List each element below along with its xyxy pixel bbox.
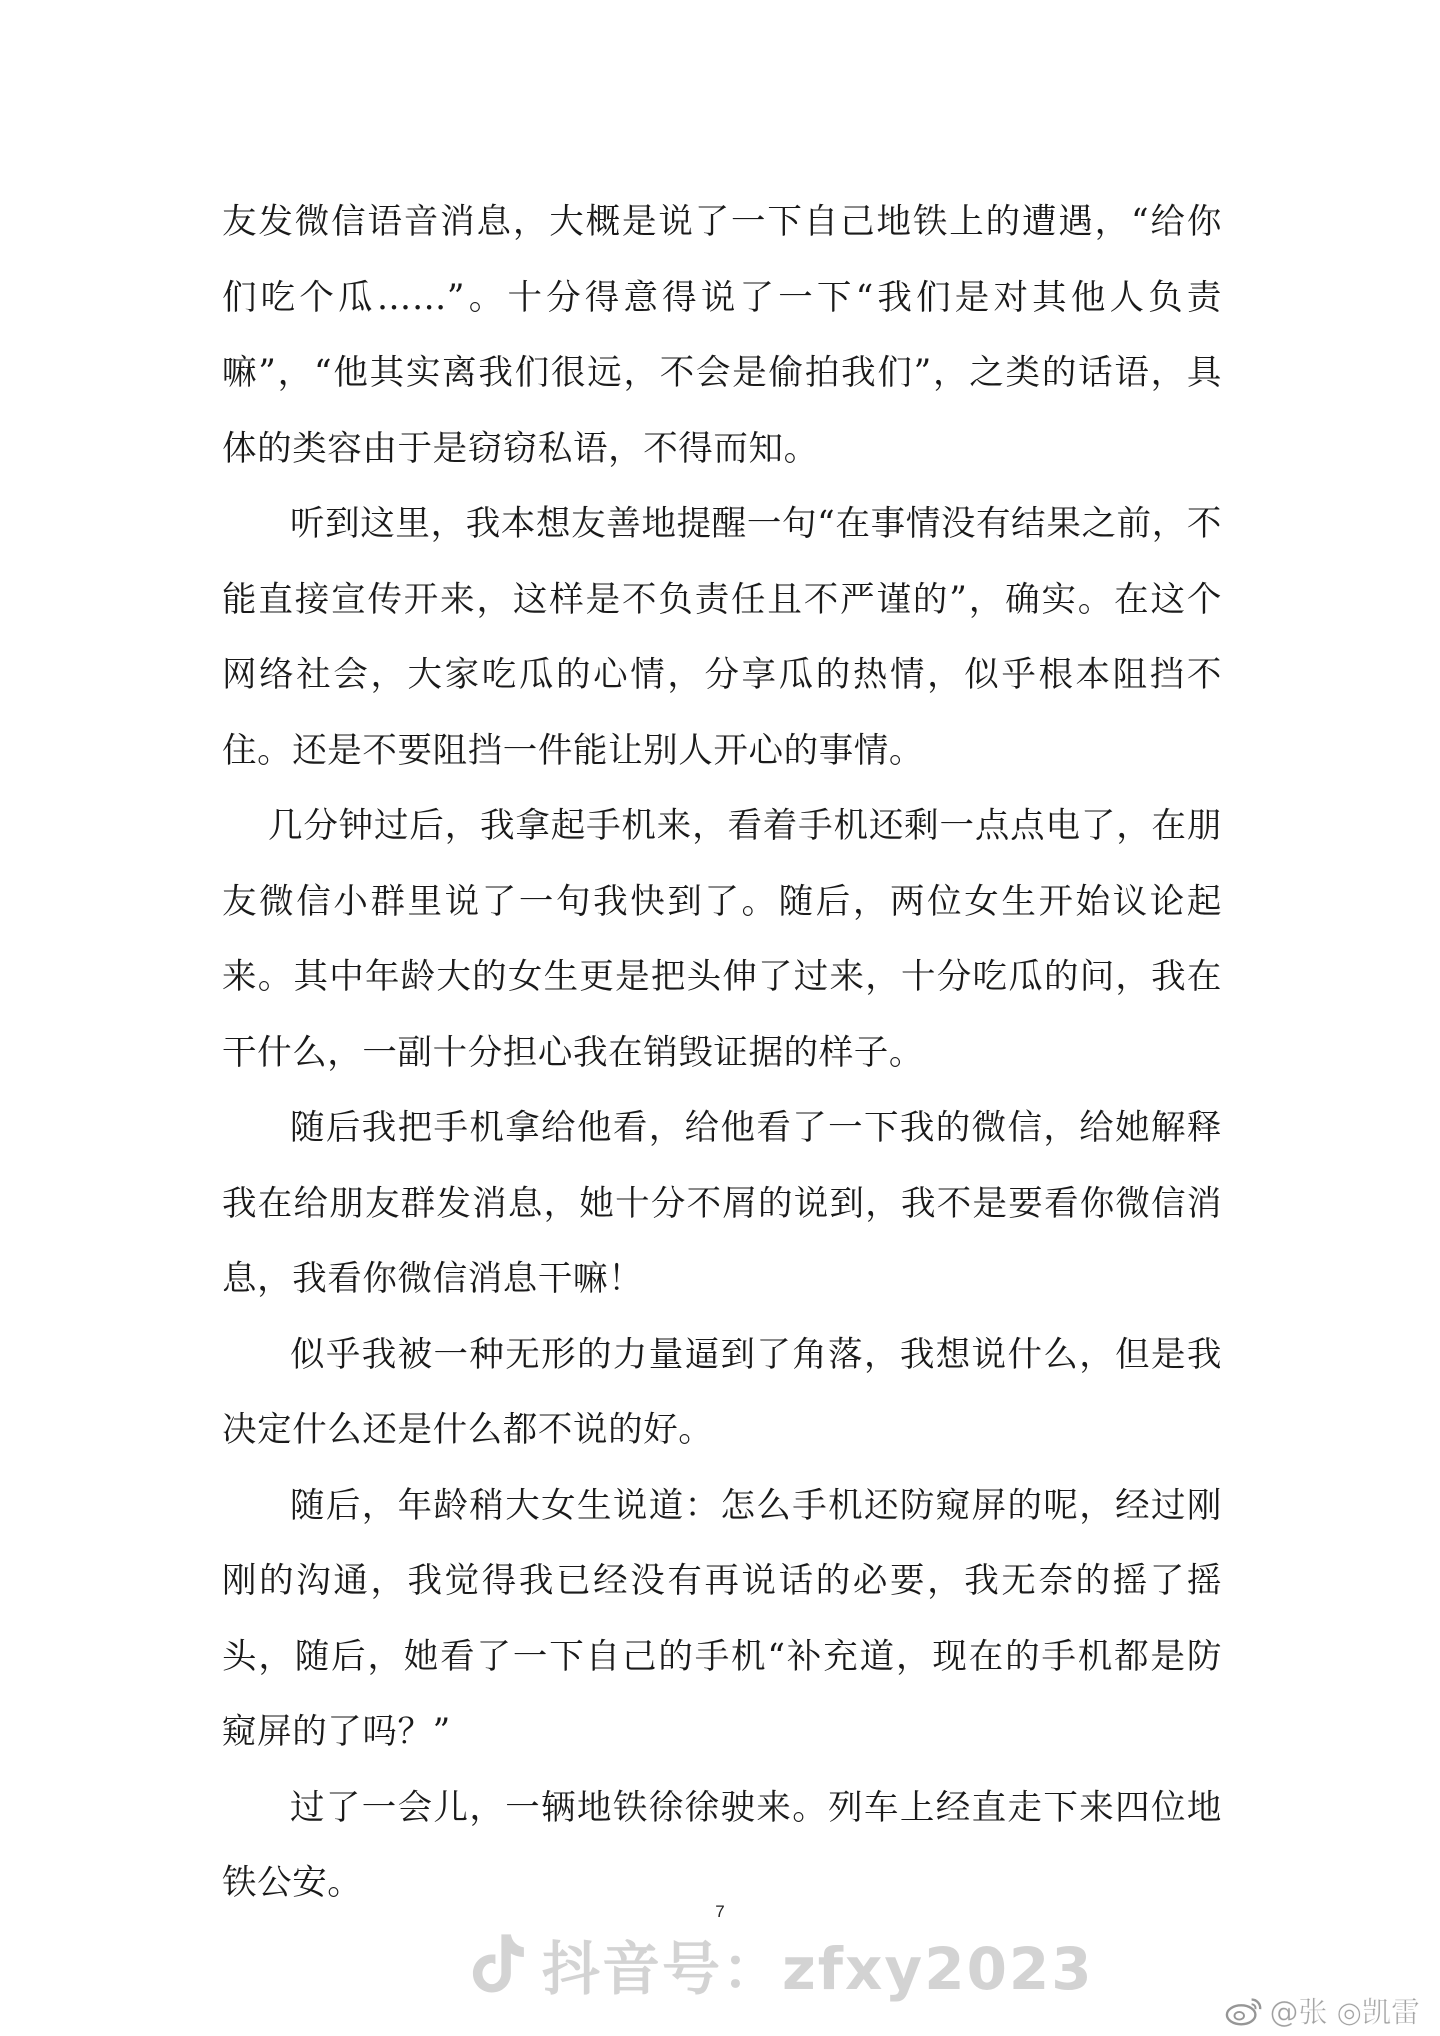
paragraph-2: 听到这里，我本想友善地提醒一句“在事情没有结果之前，不能直接宣传开来，这样是不负责任且不严谨的”，确实。在这个网络社会，大家吃瓜的心情，分享瓜的热情，似乎根本阻挡不住。还是不要阻挡一件能让别人开心的事情。 (222, 504, 1222, 771)
weibo-logo-icon (1225, 1995, 1263, 2027)
tiktok-logo-icon (470, 1932, 528, 1996)
document-body (222, 185, 1222, 1922)
paragraph-3: 几分钟过后，我拿起手机来，看着手机还剩一点点电了，在朋友微信小群里说了一句我快到了。随后，两位女生开始议论起来。其中年龄大的女生更是把头伸了过来，十分吃瓜的问，我在干什么，一副十分担心我在销毁证据的样子。 (222, 806, 1222, 1073)
paragraph-4: 随后我把手机拿给他看，给他看了一下我的微信，给她解释我在给朋友群发消息，她十分不屑的说到，我不是要看你微信消息，我看你微信消息干嘛！ (222, 1108, 1222, 1299)
weibo-username: @张 ◎凯雷 (1269, 1995, 1420, 2029)
douyin-watermark (470, 1924, 1094, 2004)
page-number: 7 (715, 1902, 725, 1921)
paragraph-5: 似乎我被一种无形的力量逼到了角落，我想说什么，但是我决定什么还是什么都不说的好。 (222, 1334, 1222, 1450)
weibo-credit (1225, 1990, 1420, 2031)
paragraph-1: 友发微信语音消息，大概是说了一下自己地铁上的遭遇，“给你们吃个瓜……”。十分得意得说了一下“我们是对其他人负责嘛”，“他其实离我们很远，不会是偷拍我们”，之类的话语，具体的类容由于是窃窃私语，不得而知。 (222, 202, 1222, 469)
paragraph-6: 随后，年龄稍大女生说道：怎么手机还防窥屏的呢，经过刚刚的沟通，我觉得我已经没有再说话的必要，我无奈的摇了摇头，随后，她看了一下自己的手机“补充道，现在的手机都是防窥屏的了吗？” (222, 1485, 1222, 1752)
paragraph-7: 过了一会儿，一辆地铁徐徐驶来。列车上经直走下来四位地铁公安。 (222, 1787, 1222, 1903)
watermark-text: 抖音号：zfxy2023 (542, 1935, 1094, 2003)
